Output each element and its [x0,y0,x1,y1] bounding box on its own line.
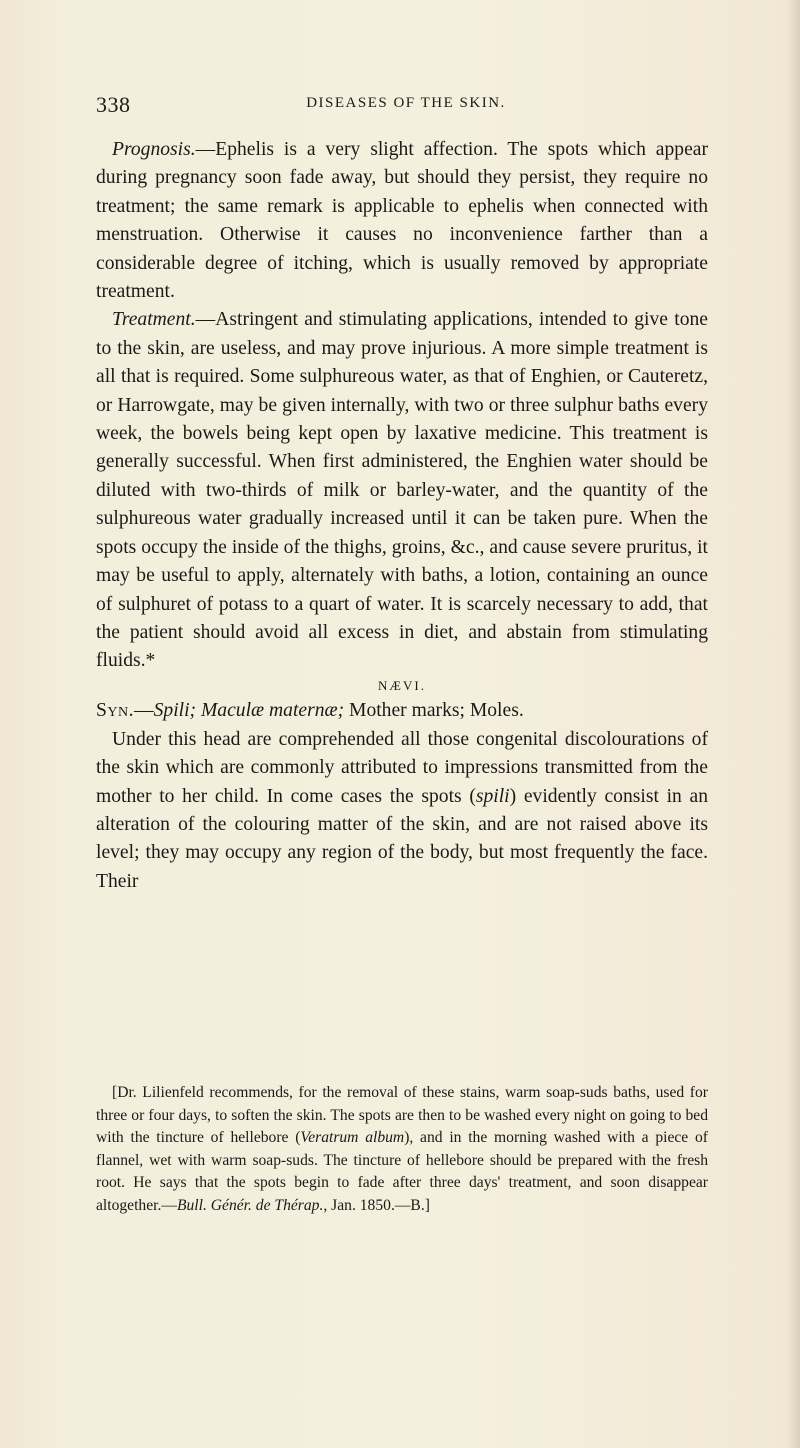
syn-maculae: Maculæ maternæ; [200,699,345,721]
running-head: DISEASES OF THE SKIN. [306,95,506,111]
naevi-text-2: ) evidently consist in an alteration of the colouring matter of the skin, and are not raised above its level; they may occupy any region of the body, but most frequently the face. Their [96,785,708,892]
syn-spili: Spili; [153,699,201,721]
page-edge-shadow [786,0,800,1448]
page-header [96,92,716,120]
naevi-spili-italic: spili [475,785,510,807]
naevi-text-1: Under this head are comprehended all those congenital discolourations of the skin which are commonly attributed to impressions transmitted from the mother to her child. In come cases the spots ( [96,728,708,807]
syn-dash: — [134,699,154,721]
section-title-naevi: NÆVI. [378,677,426,693]
footnote-veratrum: Veratrum album [300,1129,405,1147]
prognosis-text: —Ephelis is a very slight affection. The spots which appear during pregnancy soon fade away, but should they persist, they require no treatment; the same remark is applicable to ephelis when connected with menstruation. Otherwise it causes no inconvenience farther than a considerable degree of itching, which is usually removed by appropriate treatment. [96,139,708,303]
treatment-text: —Astringent and stimulating applications, intended to give tone to the skin, are useless, and may prove injurious. A more simple treatment is all that is required. Some sulphureous water, as that of Enghien, or Cauteretz, or Harrowgate, may be given internally, with two or three sulphur baths every week, the bowels being kept open by laxative medicine. This treatment is generally successful. When first administered, the Enghien water should be diluted with two-thirds of milk or barley-water, and the quantity of the sulphureous water gradually increased until it can be taken pure. When the spots occupy the inside of the thighs, groins, &c., and cause severe pruritus, it may be useful to apply, alternately with baths, a lotion, containing an ounce of sulphuret of potass to a quart of water. It is scarcely necessary to add, that the patient should avoid all excess in diet, and abstain from stimulating fluids.* [96,309,708,672]
page-number: 338 [96,92,131,117]
treatment-paragraph [96,306,708,675]
syn-rest: Mother marks; Moles. [344,699,524,721]
synonyms-line [96,696,708,726]
footnote-paragraph [96,1082,708,1218]
syn-label: Syn. [96,699,135,721]
footnote-source: Bull. Génér. de Thérap. [176,1196,324,1214]
footnote-text-3: , Jan. 1850.—B.] [323,1196,430,1214]
footnote [96,1082,708,1218]
footnote-text-2: ), and in the morning washed with a piece of flannel, wet with warm soap-suds. The tincture of hellebore should be prepared with the fresh root. He says that the spots begin to fade after three days' treatment, and soon disappear altogether.— [96,1129,708,1214]
prognosis-label: Prognosis. [112,139,196,160]
main-text [96,136,708,896]
treatment-label: Treatment. [112,309,196,331]
prognosis-paragraph [96,136,708,306]
naevi-paragraph [96,726,708,896]
footnote-text-1: [Dr. Lilienfeld recommends, for the removal of these stains, warm soap-suds baths, used for three or four days, to soften the skin. The spots are then to be washed every night on going to bed with the tincture of hellebore ( [96,1084,708,1147]
